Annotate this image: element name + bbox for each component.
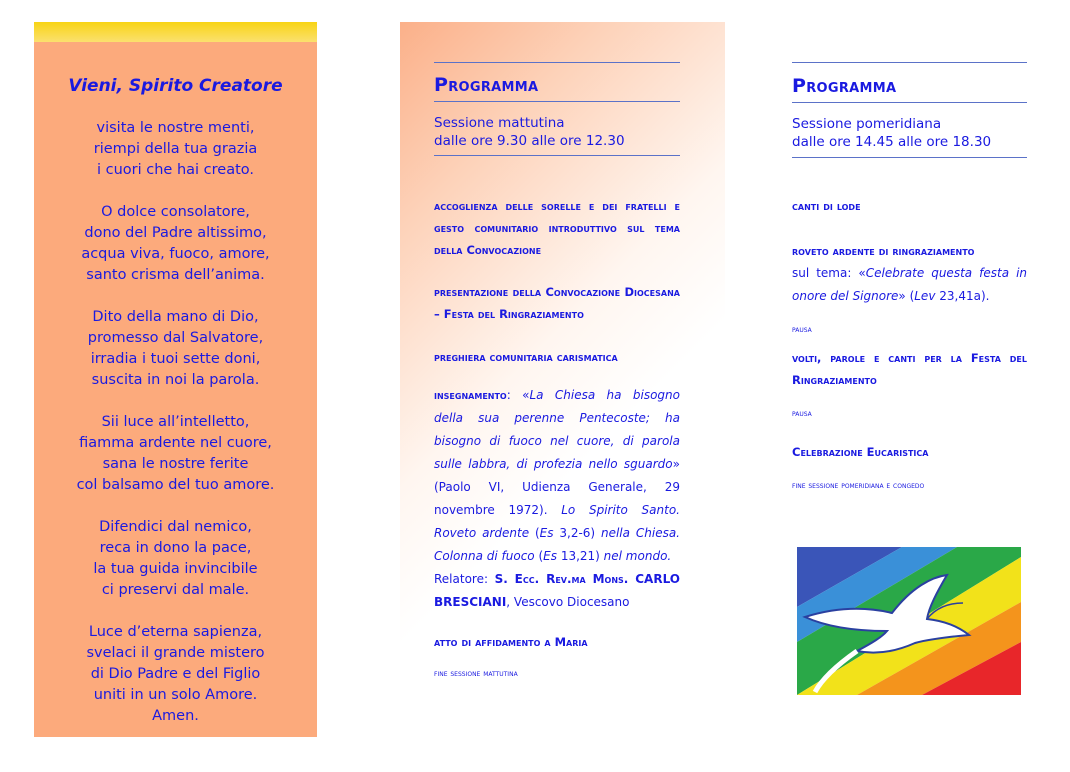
hymn-line: dono del Padre altissimo, (84, 225, 267, 241)
teaching-colon: : « (506, 388, 530, 402)
afternoon-end: fine sessione pomeridiana e congedo (792, 481, 925, 491)
theme-book: Lev (914, 289, 936, 303)
hymn-line: suscita in noi la parola. (91, 372, 260, 388)
hymn-line: reca in dono la pace, (99, 540, 252, 556)
afternoon-session-time (792, 115, 1032, 151)
theme-prefix: sul tema: « (792, 266, 866, 280)
morning-end: fine sessione mattutina (434, 669, 518, 679)
hymn-stanza (34, 412, 317, 496)
rule-top (434, 62, 680, 63)
theme-ref: 23,41a). (935, 289, 990, 303)
afternoon-item-praise: canti di lode (792, 199, 861, 213)
teaching-quote: La Chiesa ha bisogno della sua perenne Pentecoste; ha bisogno di fuoco nel cuore, di parola sulle labbra, di profezia nello sguardo (434, 388, 680, 471)
afternoon-session-hours: dalle ore 14.45 alle ore 18.30 (792, 134, 992, 150)
hymn-body (34, 118, 317, 748)
afternoon-title: Programma (792, 75, 897, 97)
hymn-title: Vieni, Spirito Creatore (68, 76, 283, 96)
hymn-line: col balsamo del tuo amore. (76, 477, 275, 493)
teaching-ref-2-open: ( (534, 549, 544, 563)
hymn-line: riempi della tua grazia (93, 141, 258, 157)
theme-mid: » ( (898, 289, 915, 303)
teaching-source: » (Paolo VI, Udienza Generale, 29 novembre 1972). (434, 457, 680, 517)
hymn-line: uniti in un solo Amore. (93, 687, 258, 703)
afternoon-item-thanksgiving: roveto ardente di ringraziamento (792, 244, 975, 258)
hymn-line: Luce d’eterna sapienza, (88, 624, 263, 640)
teaching-ref-2-book: Es (543, 549, 557, 563)
morning-session-hours: dalle ore 9.30 alle ore 12.30 (434, 133, 625, 149)
teaching-theme-3: nel mondo. (603, 549, 672, 563)
hymn-line: promesso dal Salvatore, (87, 330, 264, 346)
hymn-line: Sii luce all’intelletto, (101, 414, 250, 430)
hymn-line: santo crisma dell’anima. (86, 267, 265, 283)
morning-title: Programma (434, 74, 539, 96)
theme-quote: Celebrate questa festa in onore del Signore (792, 266, 1028, 303)
afternoon-item-eucharist: Celebrazione Eucaristica (792, 445, 929, 459)
hymn-line: visita le nostre menti, (96, 120, 255, 136)
teaching-theme-1: Lo Spirito Santo. Roveto ardente (434, 503, 680, 540)
morning-item-prayer: preghiera comunitaria carismatica (434, 350, 618, 364)
teaching-ref-1-book: Es (539, 526, 554, 540)
teaching-label: insegnamento (434, 388, 507, 402)
rule-top-right (792, 62, 1027, 63)
morning-item-consecration: atto di affidamento a Maria (434, 635, 588, 649)
hymn-stanza (34, 118, 317, 181)
hymn-stanza (34, 517, 317, 601)
morning-session-time (434, 114, 684, 150)
hymn-panel (34, 22, 317, 737)
hymn-line: acqua viva, fuoco, amore, (81, 246, 270, 262)
hymn-line: la tua guida invincibile (93, 561, 258, 577)
hymn-line: svelaci il grande mistero (86, 645, 265, 661)
hymn-line: O dolce consolatore, (101, 204, 250, 220)
rule-under-title-right (792, 102, 1027, 103)
speaker-role: , Vescovo Diocesano (506, 595, 630, 609)
hymn-line: di Dio Padre e del Figlio (90, 666, 261, 682)
afternoon-pause-1: pausa (792, 325, 812, 335)
afternoon-pause-2: pausa (792, 409, 812, 419)
hymn-line: sana le nostre ferite (102, 456, 249, 472)
teaching-ref-1: 3,2-6) (553, 526, 601, 540)
hymn-line: fiamma ardente nel cuore, (79, 435, 272, 451)
yellow-strip (34, 22, 317, 42)
teaching-ref-2: 13,21) (557, 549, 604, 563)
afternoon-item-faces: volti, parole e canti per la Festa del Ringraziamento (792, 351, 1027, 387)
hymn-line: Amen. (152, 708, 199, 724)
speaker-label: Relatore: (434, 572, 495, 586)
speaker-name: S. Ecc. Rev.ma Mons. CARLO BRESCIANI (434, 572, 681, 609)
hymn-stanza (34, 307, 317, 391)
rule-under-session-right (792, 157, 1027, 158)
teaching-ref-1-open: ( (529, 526, 540, 540)
hymn-stanza (34, 202, 317, 286)
afternoon-item-theme (792, 262, 1027, 308)
rule-under-title (434, 101, 680, 102)
dove-rainbow-icon (797, 547, 1021, 695)
hymn-line: i cuori che hai creato. (96, 162, 254, 178)
teaching-theme-2: nella Chiesa. Colonna di fuoco (434, 526, 680, 563)
morning-item-presentation: presentazione della Convocazione Diocesana – Festa del Ringraziamento (434, 285, 680, 321)
hymn-line: ci preservi dal male. (101, 582, 250, 598)
morning-session-name: Sessione mattutina (434, 115, 565, 131)
afternoon-session-name: Sessione pomeridiana (792, 116, 942, 132)
rule-under-session (434, 155, 680, 156)
hymn-line: Difendici dal nemico, (99, 519, 252, 535)
hymn-line: irradia i tuoi sette doni, (90, 351, 261, 367)
hymn-line: Dito della mano di Dio, (92, 309, 259, 325)
morning-item-teaching (434, 384, 680, 614)
morning-item-welcome: accoglienza delle sorelle e dei fratelli e gesto comunitario introduttivo sul tema della Convocazione (434, 199, 680, 257)
hymn-stanza (34, 622, 317, 727)
